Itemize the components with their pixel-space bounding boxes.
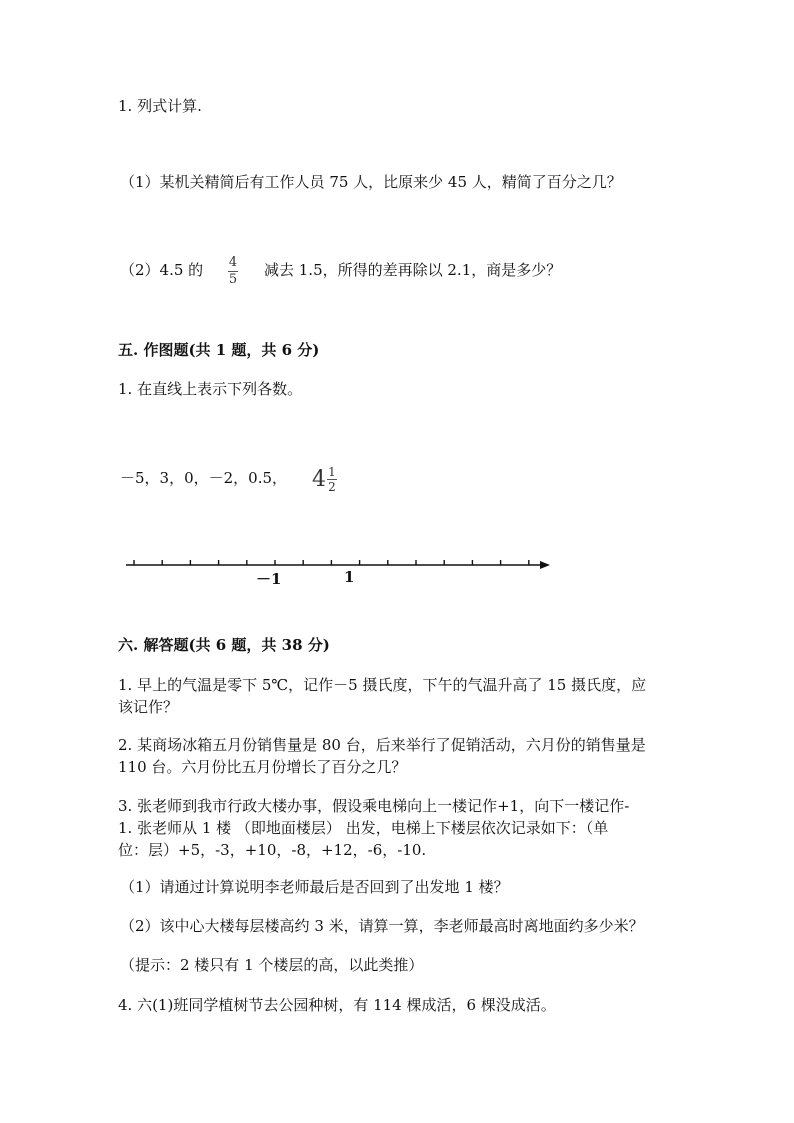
fraction-numerator: 4: [228, 255, 238, 270]
question-4: 4. 六(1)班同学植树节去公园种树，有 114 棵成活，6 棵没成活。: [118, 996, 556, 1014]
section-6-heading: 六. 解答题(共 6 题，共 38 分): [118, 636, 330, 654]
sub-question-2-suffix: 减去 1.5，所得的差再除以 2.1，商是多少？: [264, 261, 562, 279]
section-5-heading: 五. 作图题(共 1 题，共 6 分): [118, 341, 320, 359]
sub-question-1: （1）某机关精简后有工作人员 75 人，比原来少 45 人，精简了百分之几？: [120, 173, 622, 191]
question-3-sub-1: （1）请通过计算说明李老师最后是否回到了出发地 1 楼？: [120, 878, 509, 896]
fraction-denominator: 5: [228, 272, 238, 287]
question-1-title: 1. 列式计算.: [118, 97, 202, 115]
tick-label-one: 1: [344, 568, 355, 586]
question-3-sub-2: （2）该中心大楼每层楼高约 3 米，请算一算，李老师最高时离地面约多少米？: [120, 917, 644, 935]
section-5-question-1: 1. 在直线上表示下列各数。: [118, 380, 303, 398]
question-3-line-1: 3. 张老师到我市行政大楼办事，假设乘电梯向上一楼记作+1，向下一楼记作-: [118, 797, 630, 815]
question-2-line-2: 110 台。六月份比五月份增长了百分之几？: [118, 758, 407, 776]
number-line-arrow: [540, 561, 550, 569]
tick-label-minus-one: －1: [256, 570, 282, 588]
mixed-numerator: 1: [328, 465, 336, 479]
question-1-line-2: 该记作？: [118, 698, 179, 716]
question-3-line-2: 1. 张老师从 1 楼 （即地面楼层） 出发，电梯上下楼层依次记录如下：（单: [118, 819, 609, 837]
numbers-list: －5，3，0，－2，0.5，: [120, 469, 288, 487]
question-1-line-1: 1. 早上的气温是零下 5℃，记作－5 摄氏度，下午的气温升高了 15 摄氏度，应: [118, 676, 647, 694]
mixed-whole: 4: [312, 467, 326, 492]
mixed-denominator: 2: [328, 480, 336, 494]
sub-question-2-prefix: （2）4.5 的: [120, 261, 204, 279]
question-2-line-1: 2. 某商场冰箱五月份销售量是 80 台，后来举行了促销活动，六月份的销售量是: [118, 736, 646, 754]
question-3-hint: （提示：2 楼只有 1 个楼层的高，以此类推）: [120, 956, 424, 974]
question-3-line-3: 位：层）+5，-3，+10，-8，+12，-6，-10.: [118, 841, 427, 859]
